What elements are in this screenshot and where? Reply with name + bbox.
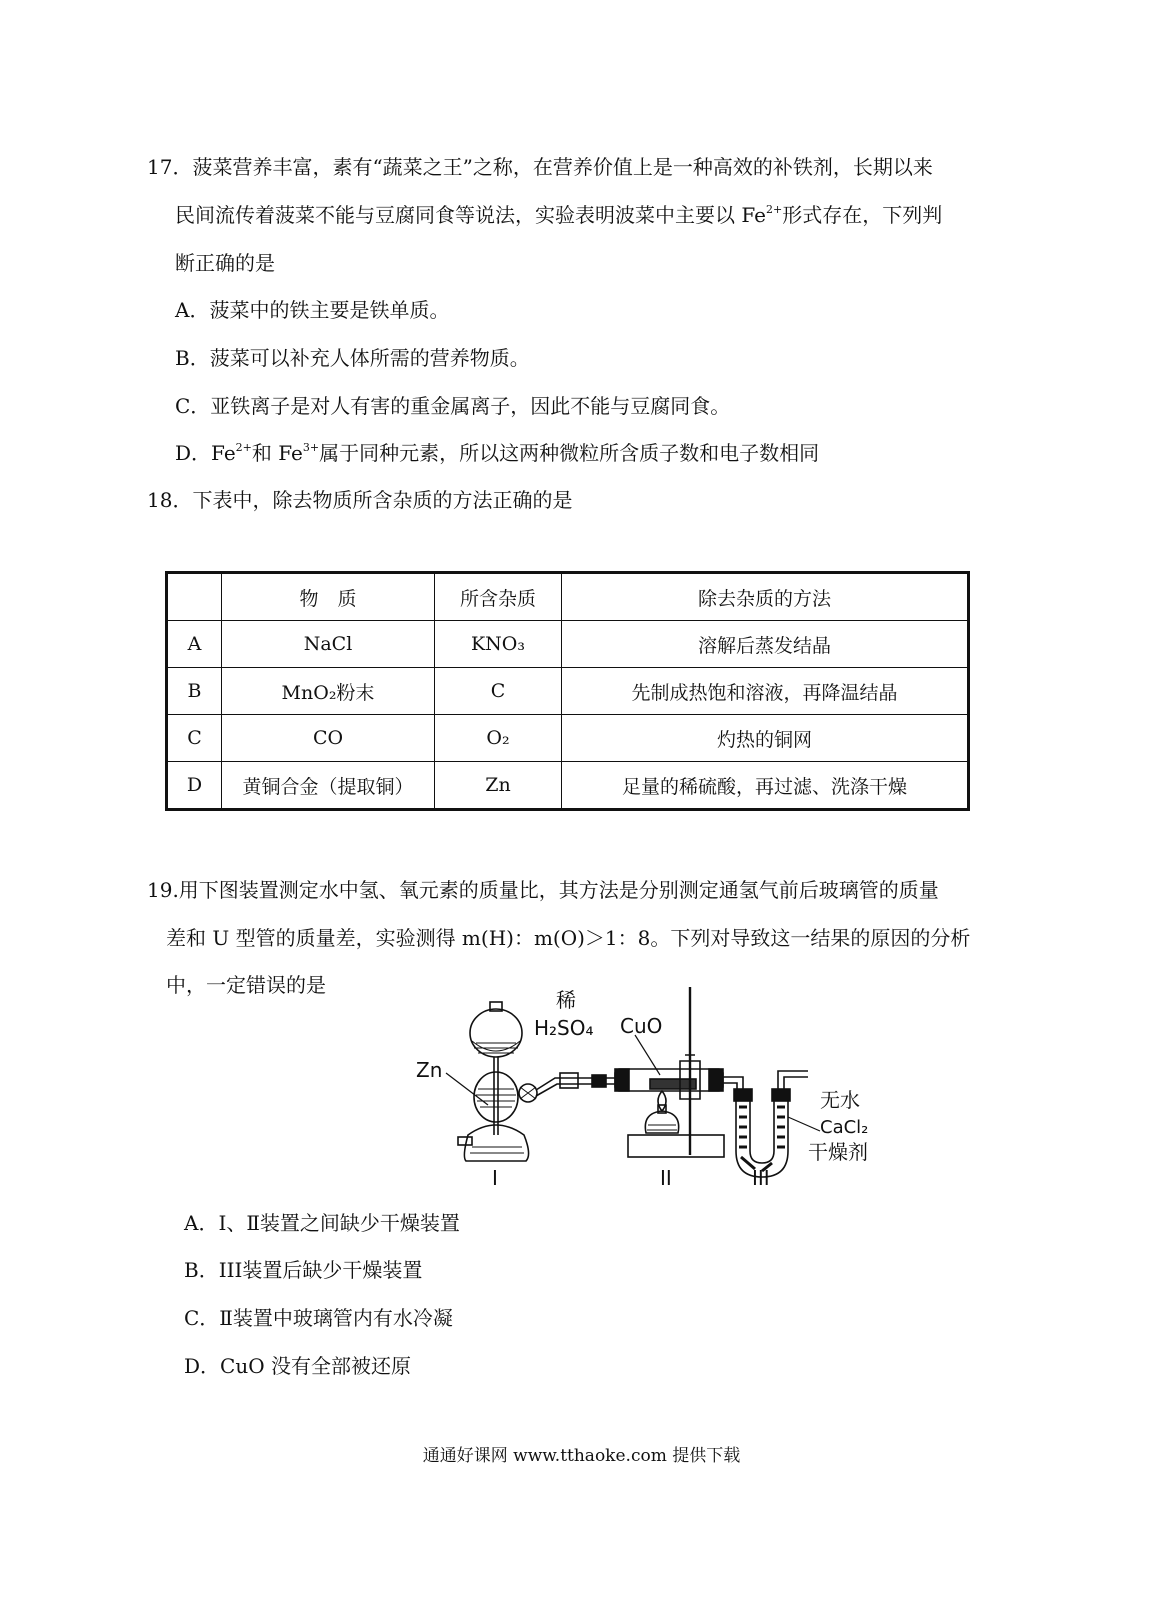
table-row	[167, 621, 969, 668]
q19-option-a: A．Ⅰ、Ⅱ装置之间缺少干燥装置	[184, 1211, 460, 1235]
q19-stem-line1: 19.用下图装置测定水中氢、氧元素的质量比，其方法是分别测定通氢气前后玻璃管的质量	[147, 878, 939, 902]
table-cell: 先制成热饱和溶液，再降温结晶	[562, 668, 969, 715]
rubber-connector-1	[560, 1073, 578, 1088]
table-header-cell	[167, 573, 222, 621]
burner-flame	[658, 1091, 666, 1111]
q17-option-c: C．亚铁离子是对人有害的重金属离子，因此不能与豆腐同食。	[175, 394, 731, 418]
table-row	[167, 668, 969, 715]
u-tube-stopper-right	[772, 1089, 790, 1101]
cacl2-desiccant	[739, 1107, 785, 1171]
q19-stem-line3: 中，一定错误的是	[166, 973, 326, 997]
table-header-cell: 所含杂质	[435, 573, 562, 621]
table-header-row	[167, 573, 969, 621]
q17-option-d-sup2: 3+	[302, 441, 320, 454]
label-xi: 稀	[556, 988, 576, 1012]
kipp-bottom-vessel	[464, 1125, 528, 1161]
label-device-3: III	[752, 1166, 770, 1190]
table-cell: 黄铜合金（提取铜）	[222, 762, 435, 810]
q17-option-d-part3: 属于同种元素，所以这两种微粒所含质子数和电子数相同	[319, 441, 820, 465]
table-cell: CO	[222, 715, 435, 762]
q17-stem-superscript: 2+	[765, 203, 783, 216]
table-cell: A	[167, 621, 222, 668]
apparatus-diagram	[410, 985, 890, 1190]
rubber-connector-2	[592, 1075, 606, 1087]
q19-option-d: D．CuO 没有全部被还原	[184, 1354, 411, 1378]
q18-table	[165, 571, 970, 811]
label-device-2: II	[660, 1166, 672, 1190]
kipp-stopcock	[458, 1137, 472, 1145]
label-wushui: 无水	[820, 1088, 860, 1112]
table-cell: O₂	[435, 715, 562, 762]
q17-stem-line2-b: 形式存在，下列判	[782, 203, 943, 227]
q17-option-d-sup1: 2+	[235, 441, 252, 454]
label-device-1: I	[492, 1166, 498, 1190]
table-header-cell: 物 质	[222, 573, 435, 621]
u-tube-outlet	[778, 1071, 808, 1089]
q17-option-a: A．菠菜中的铁主要是铁单质。	[175, 298, 450, 322]
table-cell: C	[167, 715, 222, 762]
q17-stem-line2	[175, 202, 942, 228]
q17-stem-line1: 17．菠菜营养丰富，素有“蔬菜之王”之称，在营养价值上是一种高效的补铁剂，长期以来	[147, 155, 933, 179]
table-cell: B	[167, 668, 222, 715]
q17-option-d-part1: D．Fe	[175, 441, 236, 465]
q17-option-b: B．菠菜可以补充人体所需的营养物质。	[175, 346, 530, 370]
kipp-top-bulb	[470, 1009, 522, 1057]
table-cell: KNO₃	[435, 621, 562, 668]
table-cell: Zn	[435, 762, 562, 810]
table-row	[167, 762, 969, 810]
table-row	[167, 715, 969, 762]
q18-stem: 18．下表中，除去物质所含杂质的方法正确的是	[147, 488, 573, 512]
label-cuo: CuO	[620, 1014, 663, 1038]
label-h2so4: H₂SO₄	[534, 1016, 594, 1040]
u-tube-stopper-left	[734, 1089, 752, 1101]
desiccant-pointer-line	[788, 1117, 820, 1131]
label-ganzaoji: 干燥剂	[808, 1140, 868, 1164]
page-footer: 通通好课网 www.tthaoke.com 提供下载	[422, 1446, 741, 1466]
table-cell: 足量的稀硫酸，再过滤、洗涤干燥	[562, 762, 969, 810]
q17-option-d-part2: 和 Fe	[251, 441, 303, 465]
table-cell: 灼热的铜网	[562, 715, 969, 762]
table-cell: MnO₂粉末	[222, 668, 435, 715]
label-cacl2: CaCl₂	[820, 1117, 869, 1138]
table-cell: C	[435, 668, 562, 715]
q17-stem-line2-a: 民间流传着菠菜不能与豆腐同食等说法，实验表明波菜中主要以 Fe	[175, 203, 766, 227]
q19-option-c: C．Ⅱ装置中玻璃管内有水冷凝	[184, 1306, 453, 1330]
table-cell: NaCl	[222, 621, 435, 668]
table-cell: 溶解后蒸发结晶	[562, 621, 969, 668]
q17-stem-line3: 断正确的是	[175, 251, 275, 275]
q19-option-b: B．III装置后缺少干燥装置	[184, 1258, 423, 1282]
stand-base	[628, 1135, 724, 1157]
kipp-middle-bulb	[474, 1072, 518, 1122]
label-zn: Zn	[416, 1058, 443, 1082]
table-header-cell: 除去杂质的方法	[562, 573, 969, 621]
q17-option-d	[175, 440, 819, 466]
table-cell: D	[167, 762, 222, 810]
q19-stem-line2: 差和 U 型管的质量差，实验测得 m(H)：m(O)＞1：8。下列对导致这一结果的原因的分析	[166, 926, 971, 950]
